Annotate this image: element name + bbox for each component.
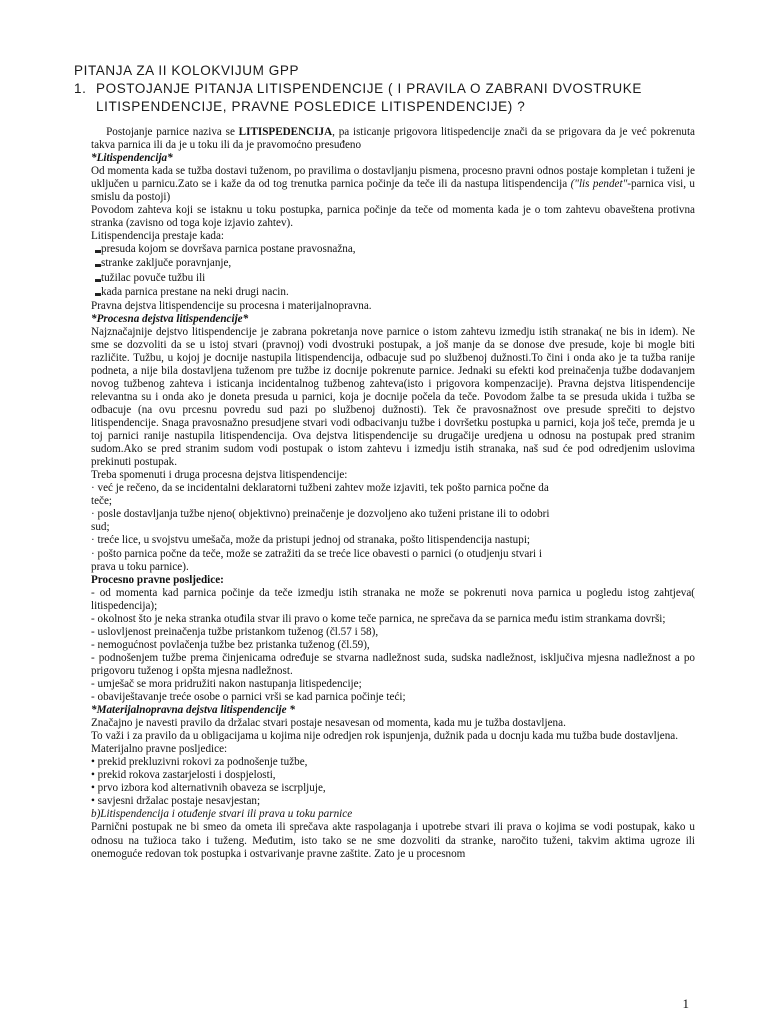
paragraph-requests: Povodom zahteva koji se istaknu u toku postupka, parnica počinje da teče od momenta kada je o tom zahtevu obaveštena protivna stranka (zavisno od toga koje izjavio zahtev). [91, 204, 695, 230]
list-item: - umješač se mora pridružiti nakon nastupanja litispedencije; [91, 677, 362, 690]
list-item: - podnošenjem tužbe prema činjenicama određuje se stvarna nadležnost suda, sudska nadležnost, isključiva mjesna nadležnost a po prigovoru tuženog i opšta mjesna nadležnost. [91, 651, 695, 677]
list-item: prava u toku parnice). [91, 560, 189, 573]
list-item: - nemogućnost povlačenja tužbe bez pristanka tuženog (čl.59), [91, 638, 370, 651]
intro-text-rest: , pa isticanje prigovora litispedencije znači da se prigovara da je već pokrenuta takva parnica ili da je u toku ili da je pravomoćno presuđeno [91, 126, 695, 152]
heading-procesna-dejstva: *Procesna dejstva litispendencije* [91, 312, 249, 325]
paragraph-other-effects: Treba spomenuti i druga procesna dejstva litispendencije: [91, 469, 348, 482]
question-text-1: POSTOJANJE PITANJA LITISPENDENCIJE ( I PRAVILA O ZABRANI DVOSTRUKE [96, 81, 642, 96]
list-item-text: presuda kojom se dovršava parnica postane pravosnažna, [101, 243, 356, 256]
paragraph-holder: Značajno je navesti pravilo da držalac stvari postaje nesavesan od momenta, kada mu je tužba dostavljena. [91, 717, 566, 730]
list-item-text: tužilac povuče tužbu ili [101, 271, 206, 284]
list-item: • prekid prekluzivni rokovi za podnošenje tužbe, [91, 756, 308, 769]
page-number: 1 [682, 996, 689, 1011]
intro-text: Postojanje parnice naziva se [106, 126, 239, 138]
question-heading-line1 [74, 80, 714, 97]
paragraph-alienation: Parnični postupak ne bi smeo da ometa ili sprečava akte raspolaganja i upotrebe stvari ili prava o kojima se vodi postupak, kako u odnosu na tužioca tako i tuženg. Međutim, isto tako se ne sme dozvoliti da stranke, naročito tuženi, takvim aktima ugroze ili onemoguće redovan tok postupka i ostvarivanje pravne zaštite. Zato je u procesnom [91, 821, 695, 860]
list-item [91, 286, 695, 300]
paragraph-intro [91, 126, 695, 152]
heading-otudjenje: b)Litispendencija i otuđenje stvari ili prava u toku parnice [91, 808, 353, 821]
list-item: · već je rečeno, da se incidentalni deklaratorni tužbeni zahtev može izjaviti, tek pošto parnica počne da [91, 482, 549, 495]
paragraph-start [91, 165, 695, 204]
list-item: - uslovljenost preinačenja tužbe pristankom tuženog (čl.57 i 58), [91, 625, 379, 638]
list-item: sud; [91, 521, 110, 534]
list-item: • savjesni držalac postaje nesavjestan; [91, 795, 261, 808]
document-body [91, 126, 695, 861]
list-item: · pošto parnica počne da teče, može se zatražiti da se treće lice obavesti o parnici (o otudjenju stvari i [91, 547, 543, 560]
list-item-text: stranke zaključe poravnjanje, [101, 257, 232, 270]
paragraph-mat-consequences: Materijalno pravne posljedice: [91, 743, 228, 756]
term-litispedencija: LITISPEDENCIJA [238, 126, 333, 138]
heading-materijalnopravna: *Materijalnopravna dejstva litispendencije * [91, 704, 295, 717]
list-item [91, 243, 695, 257]
list-item: • prekid rokova zastarjelosti i dospjelosti, [91, 769, 276, 782]
list-item: • prvo izbora kod alternativnih obaveza se iscrpljuje, [91, 782, 326, 795]
list-item: · treće lice, u svojstvu umešača, može da pristupi jednoj od stranaka, pošto litispendencija nastupi; [91, 534, 531, 547]
question-number: 1. [74, 81, 87, 96]
paragraph-procesna: Najznačajnije dejstvo litispendencije je zabrana pokretanja nove parnice o istom zahtevu izmedju istih stranaka( ne bis in idem). Ne sme se dozvoliti da se u istoj stvari (pravnoj) vodi dvostruki postupak, a još manje da se donose dve presude, koje bi mogle biti različite. Tužbu, u kojoj je docnije nastupila litispendencija, odbacuje sud po službenoj dužnosti.To čini i onda ako je ta tužba ranije podneta, a nije bila dostavljena tuženom pre tužbe iz docnije pokrenute parnice. Jednaki su efekti kod preinačenja tužbe dodavanjem novog tužbenog zahteva i isticanja incidentalnog tužbenog zahteva(isto i prigovora kompenzacije). Pravna dejstva litispendencije relevantna su i onda ako je doneta presuda u parnici, koja je docnije počela da teče. Povodom žalbe ta se presuda ukida i tužba se odbacuje (na ovu prcesnu povredu sud pazi po službenoj dužnosti). Tek če pravosnažnost ove presude sprečiti to dejstvo litispendencije. Snaga pravosnažno presudjene stvari vodi odbacivanju tužbe i dovršetku postupka u parnici, koja još teče, premda je u toj parnici ranije nastupila litispendencija. Ova dejstva litispendencije su drugačije uredjena u odnosu na postupak pred stranim sudom.Ako se pred stranim sudom vodi postupak o istom zahtevu i izmedju istih stranaka, naš sud će pod odredjenim uslovima prekinuti postupak. [91, 325, 695, 469]
list-item [91, 272, 695, 286]
paragraph-obligations: To važi i za pravilo da u obligacijama u kojima nije odredjen rok ispunjenja, dužnik pada u docnju kada mu tužba bude dostavljena. [91, 730, 679, 743]
heading-litispendencija: *Litispendencija* [91, 152, 173, 165]
start-text-rest: -parnica visi, u smislu da postoji) [91, 178, 695, 204]
heading-procesno-pravne-posljedice: Procesno pravne posljedice: [91, 573, 224, 586]
start-text: Od momenta kada se tužba dostavi tuženom, po pravilima o dostavljanju pismena, procesno pravni odnos postaje kompletan i tuženi je uključen u parnicu.Zato se i kaže da od tog trenutka parnica počinje da teče ili da nastupa litispendencija [91, 165, 695, 191]
document-title: PITANJA ZA II KOLOKVIJUM GPP [74, 63, 300, 78]
list-item [91, 257, 695, 271]
list-item-text: kada parnica prestane na neki drugi nacin. [101, 285, 289, 298]
list-item: - obaviještavanje treće osobe o parnici vrši se kad parnica počinje teći; [91, 691, 406, 704]
paragraph-effects: Pravna dejstva litispendencije su procesna i materijalnopravna. [91, 299, 372, 312]
list-item: teče; [91, 495, 113, 508]
question-heading-line2: LITISPENDENCIJE, PRAVNE POSLEDICE LITISPENDENCIJE) ? [96, 99, 526, 114]
list-item: - od momenta kad parnica počinje da teče izmedju istih stranaka ne može se pokrenuti nova parnica u pogledu istog zahtjeva( litispedencija); [91, 586, 695, 612]
lis-pendet-term: ("lis pendet" [570, 178, 628, 191]
list-item: · posle dostavljanja tužbe njeno( objektivno) preinačenje je dozvoljeno ako tuženi pristane ili to odobri [91, 508, 550, 521]
list-item: - okolnost što je neka stranka otuđila stvar ili pravo o kome teče parnica, ne sprečava da se parnica među istim strankama dovrši; [91, 612, 666, 625]
paragraph-ends-when: Litispendencija prestaje kada: [91, 230, 225, 243]
